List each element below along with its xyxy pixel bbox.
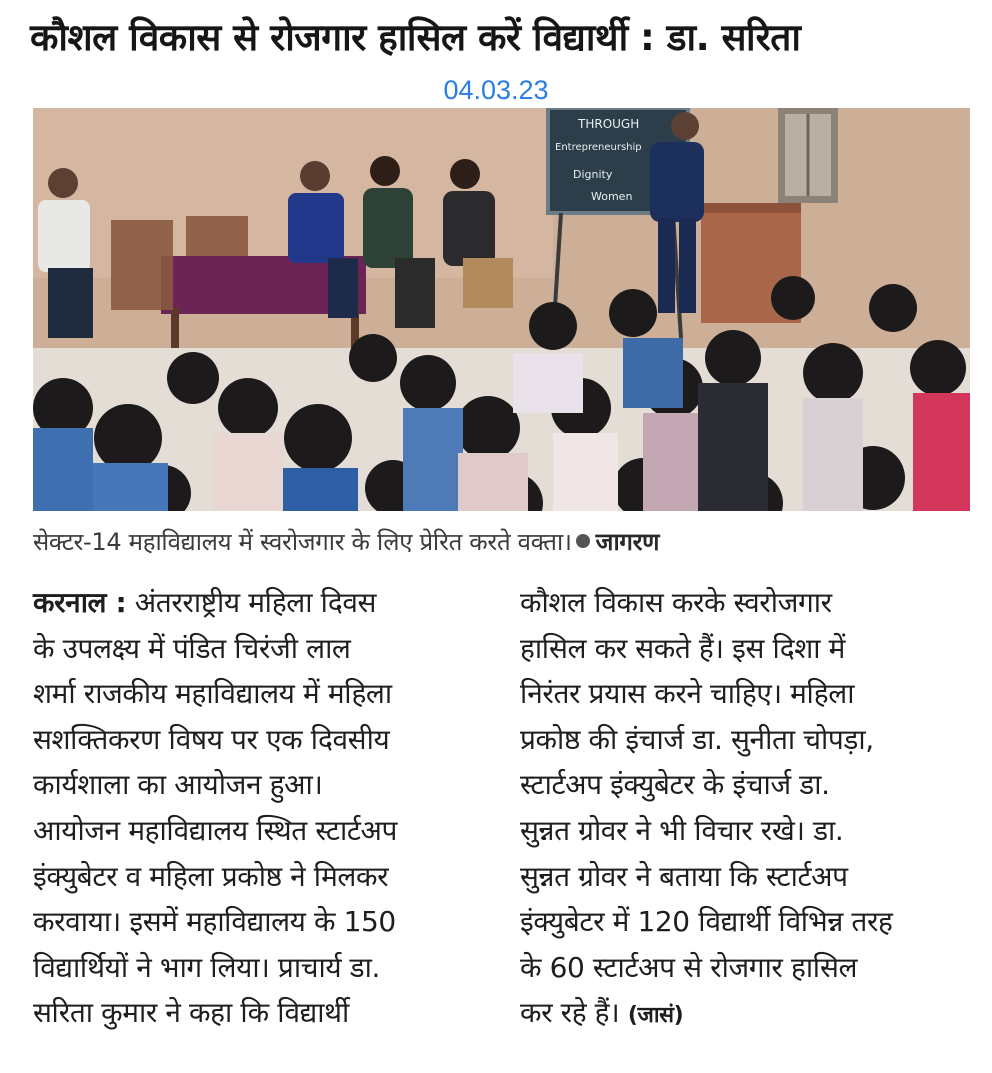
body-line: सरिता कुमार ने कहा कि विद्यार्थी bbox=[33, 996, 349, 1030]
body-line: इंक्युबेटर में 120 विद्यार्थी विभिन्न तरह bbox=[520, 905, 893, 939]
body-line: के उपलक्ष्य में पंडित चिरंजी लाल bbox=[33, 631, 351, 665]
news-photo bbox=[33, 108, 970, 511]
reporter-signature: (जासं) bbox=[627, 1003, 684, 1029]
body-line: कार्यशाला का आयोजन हुआ। bbox=[33, 768, 323, 802]
dateline: करनाल : bbox=[33, 586, 127, 619]
photo-caption bbox=[33, 524, 970, 560]
body-line: शर्मा राजकीय महाविद्यालय में महिला bbox=[33, 677, 392, 711]
body-line: कौशल विकास करके स्वरोजगार bbox=[520, 586, 832, 619]
caption-text: सेक्टर-14 महाविद्यालय में स्वरोजगार के लिए प्रेरित करते वक्ता। bbox=[33, 528, 572, 556]
photo-scene bbox=[33, 108, 970, 511]
body-line: निरंतर प्रयास करने चाहिए। महिला bbox=[520, 677, 855, 711]
body-line: विद्यार्थियों ने भाग लिया। प्राचार्य डा. bbox=[33, 950, 381, 984]
body-line: के 60 स्टार्टअप से रोजगार हासिल bbox=[520, 950, 858, 984]
article-column-right bbox=[520, 580, 975, 1039]
publish-date: 04.03.23 bbox=[443, 75, 549, 105]
board-line-1: THROUGH bbox=[578, 117, 640, 131]
body-line: प्रकोष्ठ की इंचार्ज डा. सुनीता चोपड़ा, bbox=[520, 722, 874, 756]
body-line: करवाया। इसमें महाविद्यालय के 150 bbox=[33, 905, 396, 939]
board-line-4: Women bbox=[591, 190, 633, 203]
body-line: हासिल कर सकते हैं। इस दिशा में bbox=[520, 631, 845, 665]
headline: कौशल विकास से रोजगार हासिल करें विद्यार्थी : डा. सरिता bbox=[30, 16, 801, 59]
body-line: करनाल : अंतरराष्ट्रीय महिला दिवस bbox=[33, 586, 377, 619]
board-line-3: Dignity bbox=[573, 168, 613, 181]
body-line: कर रहे हैं। (जासं) bbox=[520, 996, 684, 1030]
body-line: सुन्नत ग्रोवर ने भी विचार रखे। डा. bbox=[520, 813, 844, 847]
photo-credit: जागरण bbox=[595, 528, 660, 556]
article-column-left bbox=[33, 580, 483, 1036]
body-line: इंक्युबेटर व महिला प्रकोष्ठ ने मिलकर bbox=[33, 859, 389, 893]
board-line-2: Entrepreneurship bbox=[555, 142, 642, 153]
body-line: स्टार्टअप इंक्युबेटर के इंचार्ज डा. bbox=[520, 768, 830, 802]
body-line: सुन्नत ग्रोवर ने बताया कि स्टार्टअप bbox=[520, 859, 848, 893]
body-line: सशक्तिकरण विषय पर एक दिवसीय bbox=[33, 722, 390, 756]
bullet-dot-icon bbox=[576, 534, 590, 548]
body-line: आयोजन महाविद्यालय स्थित स्टार्टअप bbox=[33, 813, 398, 847]
